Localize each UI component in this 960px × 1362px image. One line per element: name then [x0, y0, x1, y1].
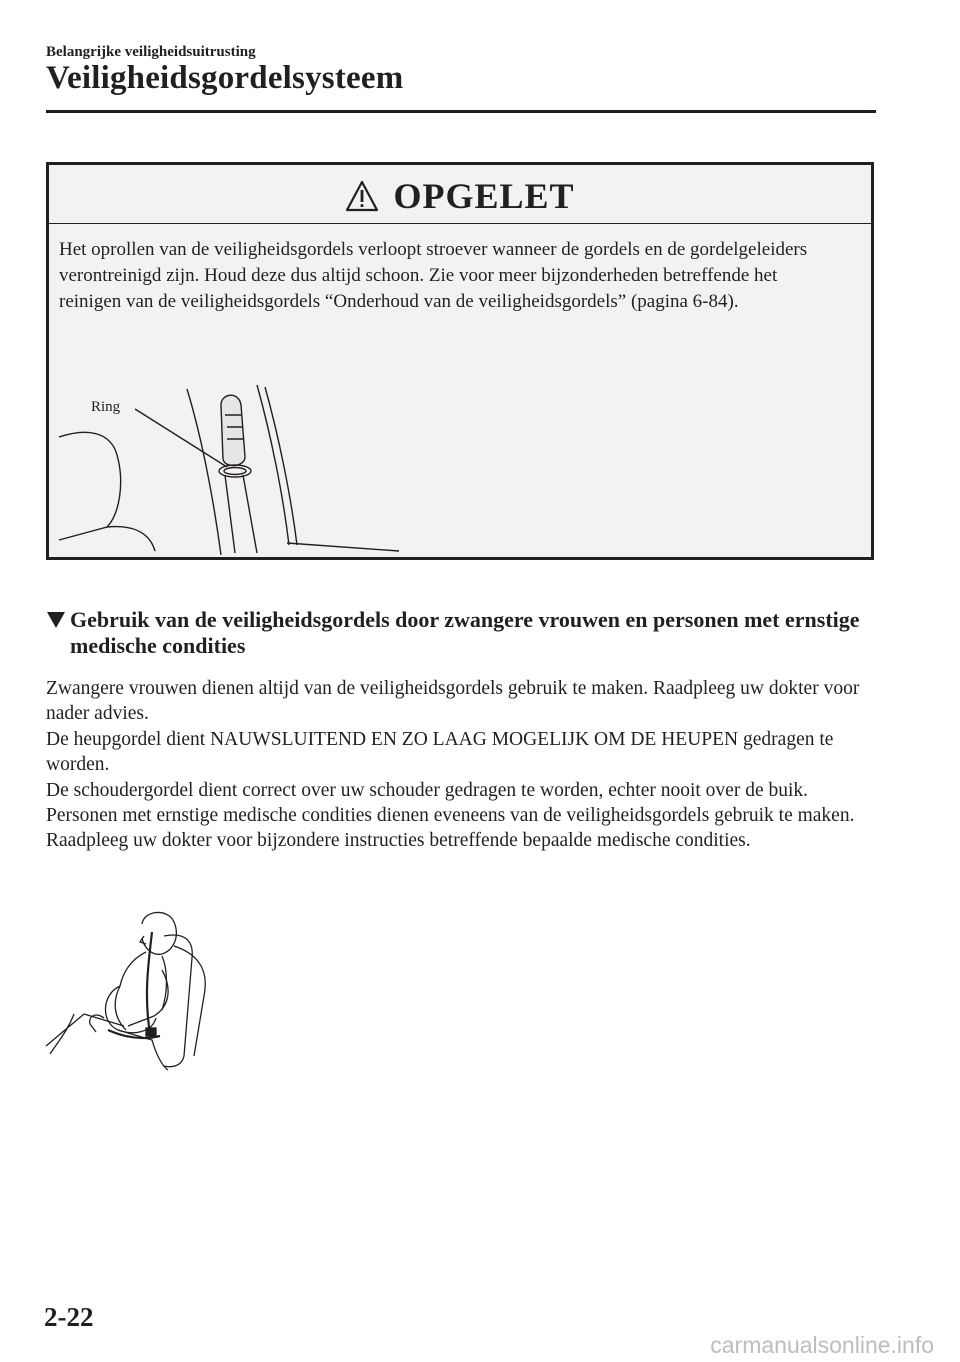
- caution-text: Het oprollen van de veiligheidsgordels verloopt stroever wanneer de gordels en de gordelgeleiders verontreinigd zijn. Houd deze dus altijd schoon. Zie voor meer bijzonderheden betreffende het reinigen van de veiligheidsgordels “Onderhoud van de veiligheidsgordels” (pagina 6-84).: [59, 239, 808, 312]
- page-number: 2-22: [44, 1302, 94, 1332]
- pregnant-woman-seatbelt-illustration: [44, 906, 212, 1072]
- breadcrumb: Belangrijke veiligheidsuitrusting: [46, 44, 256, 60]
- title-rule: [46, 110, 876, 113]
- caution-box: [46, 162, 874, 560]
- paragraph: De heupgordel dient NAUWSLUITEND EN ZO LAAG MOGELIJK OM DE HEUPEN gedragen te worden.: [46, 728, 834, 776]
- body-text: [46, 676, 876, 854]
- triangle-down-icon: [46, 611, 66, 629]
- caution-title: OPGELET: [393, 176, 575, 216]
- paragraph: Personen met ernstige medische condities dienen eveneens van de veiligheidsgordels gebruik te maken. Raadpleeg uw dokter voor bijzondere instructies betreffende bepaalde medische condities.: [46, 805, 855, 852]
- section-heading-text: Gebruik van de veiligheidsgordels door zwangere vrouwen en personen met ernstige medische condities: [70, 607, 860, 658]
- ring-label: Ring: [91, 399, 121, 415]
- caution-header: [49, 165, 871, 224]
- warning-triangle-icon: [345, 180, 379, 212]
- paragraph: Zwangere vrouwen dienen altijd van de veiligheidsgordels gebruik te maken. Raadpleeg uw dokter voor nader advies.: [46, 678, 860, 725]
- paragraph: De schoudergordel dient correct over uw schouder gedragen te worden, echter nooit over de buik.: [46, 779, 809, 801]
- page-title: Veiligheidsgordelsysteem: [46, 60, 404, 96]
- watermark: carmanualsonline.info: [710, 1332, 934, 1358]
- section-heading: [46, 607, 876, 659]
